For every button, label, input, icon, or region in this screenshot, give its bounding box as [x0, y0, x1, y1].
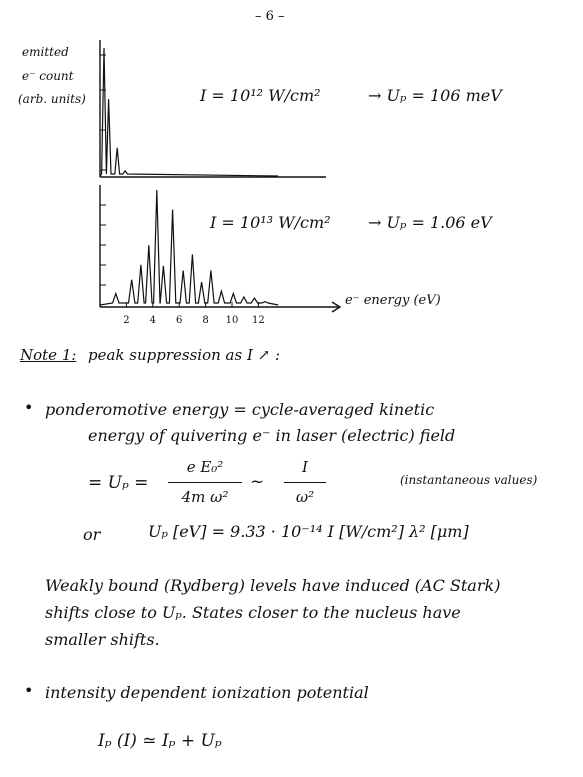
bullet-dot-2: • — [24, 681, 34, 700]
bottom-intensity-label: I = 10¹³ W/cm² — [210, 213, 331, 232]
stark-line-3: smaller shifts. — [45, 630, 160, 649]
fraction-2-bar — [284, 482, 326, 483]
ionization-formula: Iₚ (I) ≃ Iₚ + Uₚ — [98, 731, 222, 751]
note-heading: Note 1: — [20, 346, 77, 364]
bottom-spectrum-line — [100, 190, 278, 305]
x-tick-label-12: 12 — [252, 315, 265, 326]
fraction-1-denominator: 4m ω² — [181, 488, 229, 506]
x-tick-label-2: 2 — [123, 315, 130, 326]
stark-line-1: Weakly bound (Rydberg) levels have induced (AC Stark) — [45, 576, 501, 595]
stark-line-2: shifts close to Uₚ. States closer to the nucleus have — [45, 603, 461, 622]
x-axis-label: e⁻ energy (eV) — [345, 293, 441, 308]
x-tick-label-8: 8 — [202, 315, 209, 326]
equation-prefix: = Uₚ = — [88, 473, 149, 493]
ylabel-line-2: e⁻ count — [22, 69, 74, 83]
ylabel-line-3: (arb. units) — [18, 92, 86, 106]
or-word: or — [83, 525, 101, 544]
x-tick-label-6: 6 — [176, 315, 183, 326]
fraction-2-numerator: I — [302, 458, 308, 476]
fraction-1-numerator: e E₀² — [186, 458, 224, 476]
practical-formula: Uₚ [eV] = 9.33 · 10⁻¹⁴ I [W/cm²] λ² [μm] — [148, 522, 469, 541]
instantaneous-remark: (instantaneous values) — [400, 473, 538, 487]
ponderomotive-line-2: energy of quivering e⁻ in laser (electric) field — [88, 426, 456, 445]
ponderomotive-line-1: ponderomotive energy = cycle-averaged kinetic — [45, 400, 435, 419]
x-tick-label-10: 10 — [225, 315, 239, 326]
tilde-symbol: ~ — [250, 472, 265, 492]
bullet-dot-1: • — [24, 398, 34, 417]
top-ponderomotive-result: → Uₚ = 106 meV — [368, 86, 502, 105]
ionization-potential-line: intensity dependent ionization potential — [45, 683, 369, 702]
fraction-2-denominator: ω² — [295, 488, 315, 506]
ylabel-line-1: emitted — [22, 45, 69, 59]
bottom-ponderomotive-result: → Uₚ = 1.06 eV — [368, 213, 492, 232]
top-intensity-label: I = 10¹² W/cm² — [200, 86, 321, 105]
top-spectrum-line — [100, 48, 278, 176]
page-number: – 6 – — [255, 9, 285, 24]
note-text: peak suppression as I ↗ : — [88, 346, 281, 364]
fraction-1-bar — [168, 482, 242, 483]
x-tick-label-4: 4 — [149, 315, 156, 326]
